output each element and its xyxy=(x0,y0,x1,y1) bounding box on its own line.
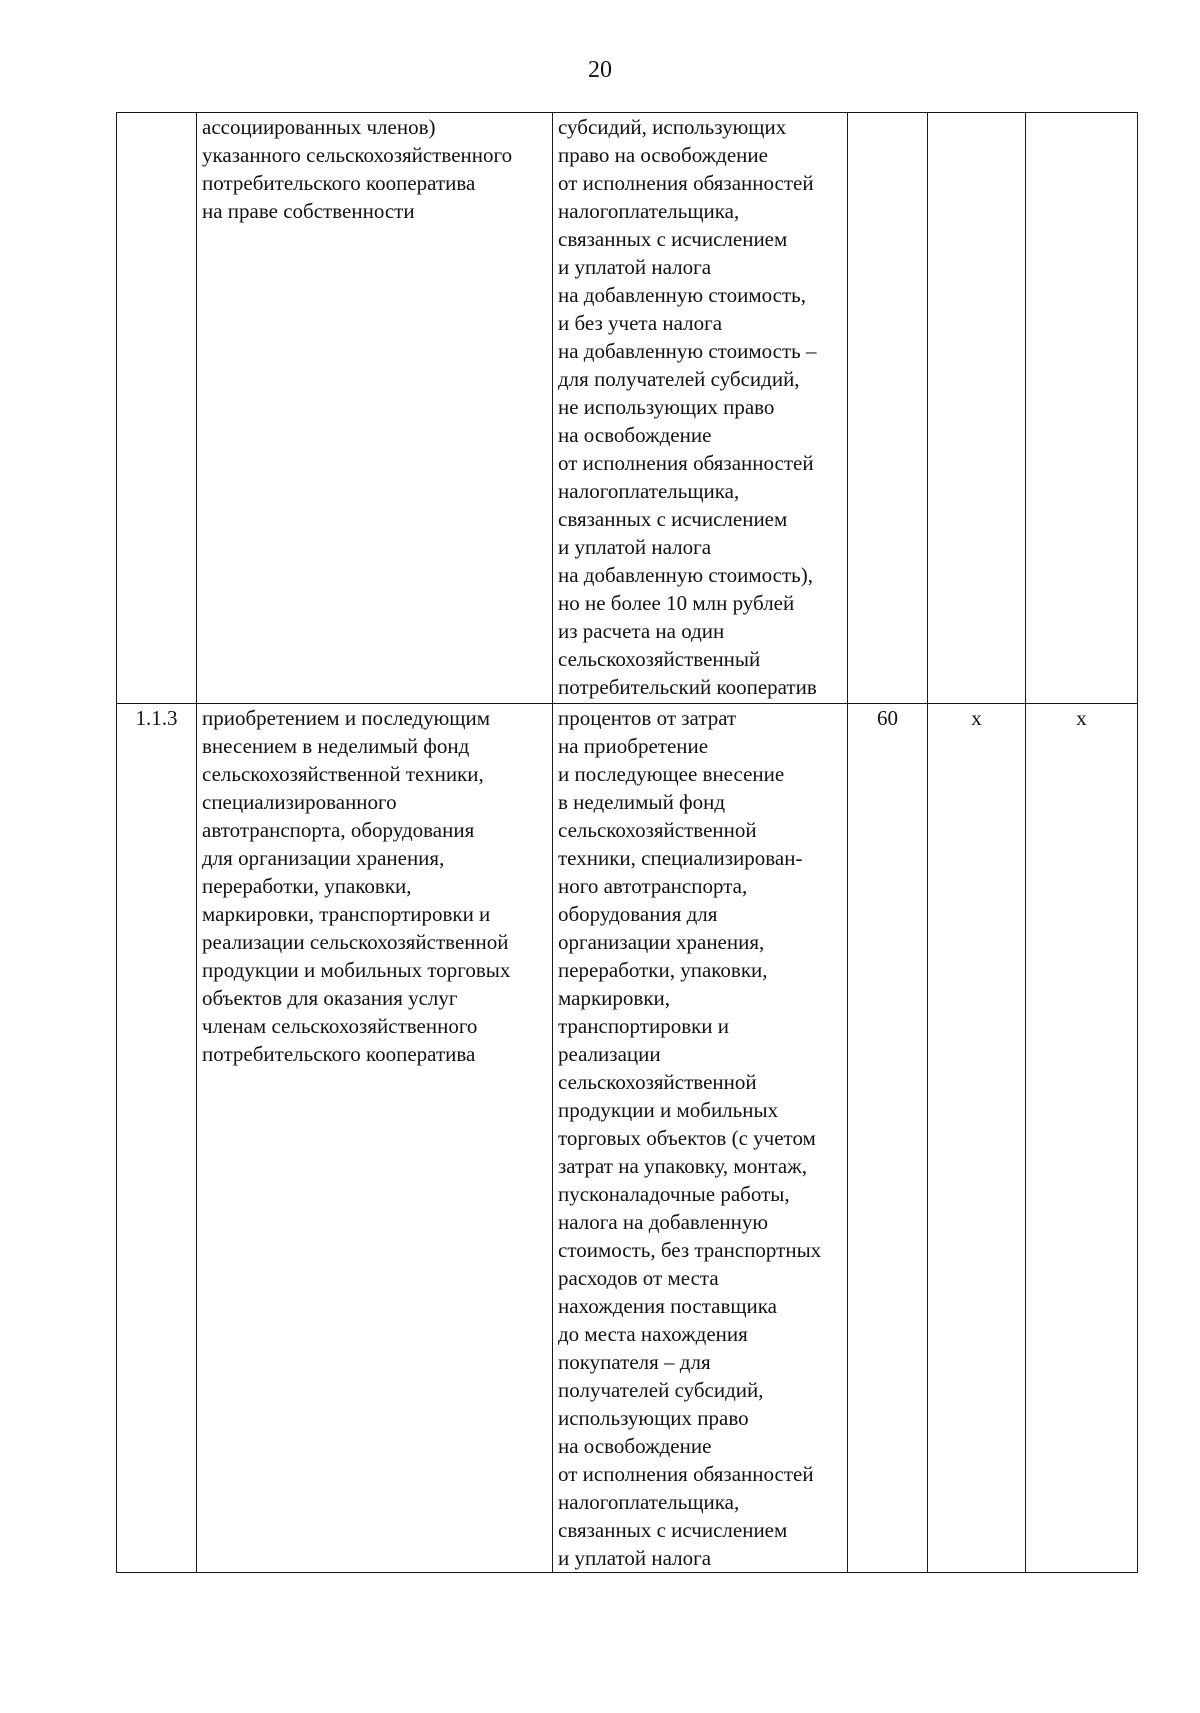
value-cell-3 xyxy=(1026,113,1138,704)
value-cell-1: 60 xyxy=(848,704,928,1573)
row-number-cell xyxy=(117,113,197,704)
value-cell-3: х xyxy=(1026,704,1138,1573)
value-cell-1 xyxy=(848,113,928,704)
value-cell-2: х xyxy=(928,704,1026,1573)
subsidy-rates-table xyxy=(116,112,1138,1573)
page-number: 20 xyxy=(588,57,612,83)
value-cell-2 xyxy=(928,113,1026,704)
rate-cell: процентов от затрат на приобретение и последующее внесение в неделимый фонд сельскохозяйственной техники, специализирован- ного автотранспорта, оборудования для организации хранения, переработки, упаковки, маркировки, транспортировки и реализации сельскохозяйственной продукции и мобильных торговых объектов (с учетом затрат на упаковку, монтаж, пусконаладочные работы, налога на добавленную стоимость, без транспортных расходов от места нахождения поставщика до места нахождения покупателя – для получателей субсидий, использующих право на освобождение от исполнения обязанностей налогоплательщика, связанных с исчислением и уплатой налога xyxy=(553,704,848,1573)
row-number-cell: 1.1.3 xyxy=(117,704,197,1573)
description-cell: ассоциированных членов) указанного сельскохозяйственного потребительского кооператива на праве собственности xyxy=(197,113,553,704)
rate-cell: субсидий, использующих право на освобождение от исполнения обязанностей налогоплательщика, связанных с исчислением и уплатой налога на добавленную стоимость, и без учета налога на добавленную стоимость – для получателей субсидий, не использующих право на освобождение от исполнения обязанностей налогоплательщика, связанных с исчислением и уплатой налога на добавленную стоимость), но не более 10 млн рублей из расчета на один сельскохозяйственный потребительский кооператив xyxy=(553,113,848,704)
description-cell: приобретением и последующим внесением в неделимый фонд сельскохозяйственной техники, специализированного автотранспорта, оборудования для организации хранения, переработки, упаковки, маркировки, транспортировки и реализации сельскохозяйственной продукции и мобильных торговых объектов для оказания услуг членам сельскохозяйственного потребительского кооператива xyxy=(197,704,553,1573)
table-row xyxy=(117,704,1138,1573)
table-row xyxy=(117,113,1138,704)
